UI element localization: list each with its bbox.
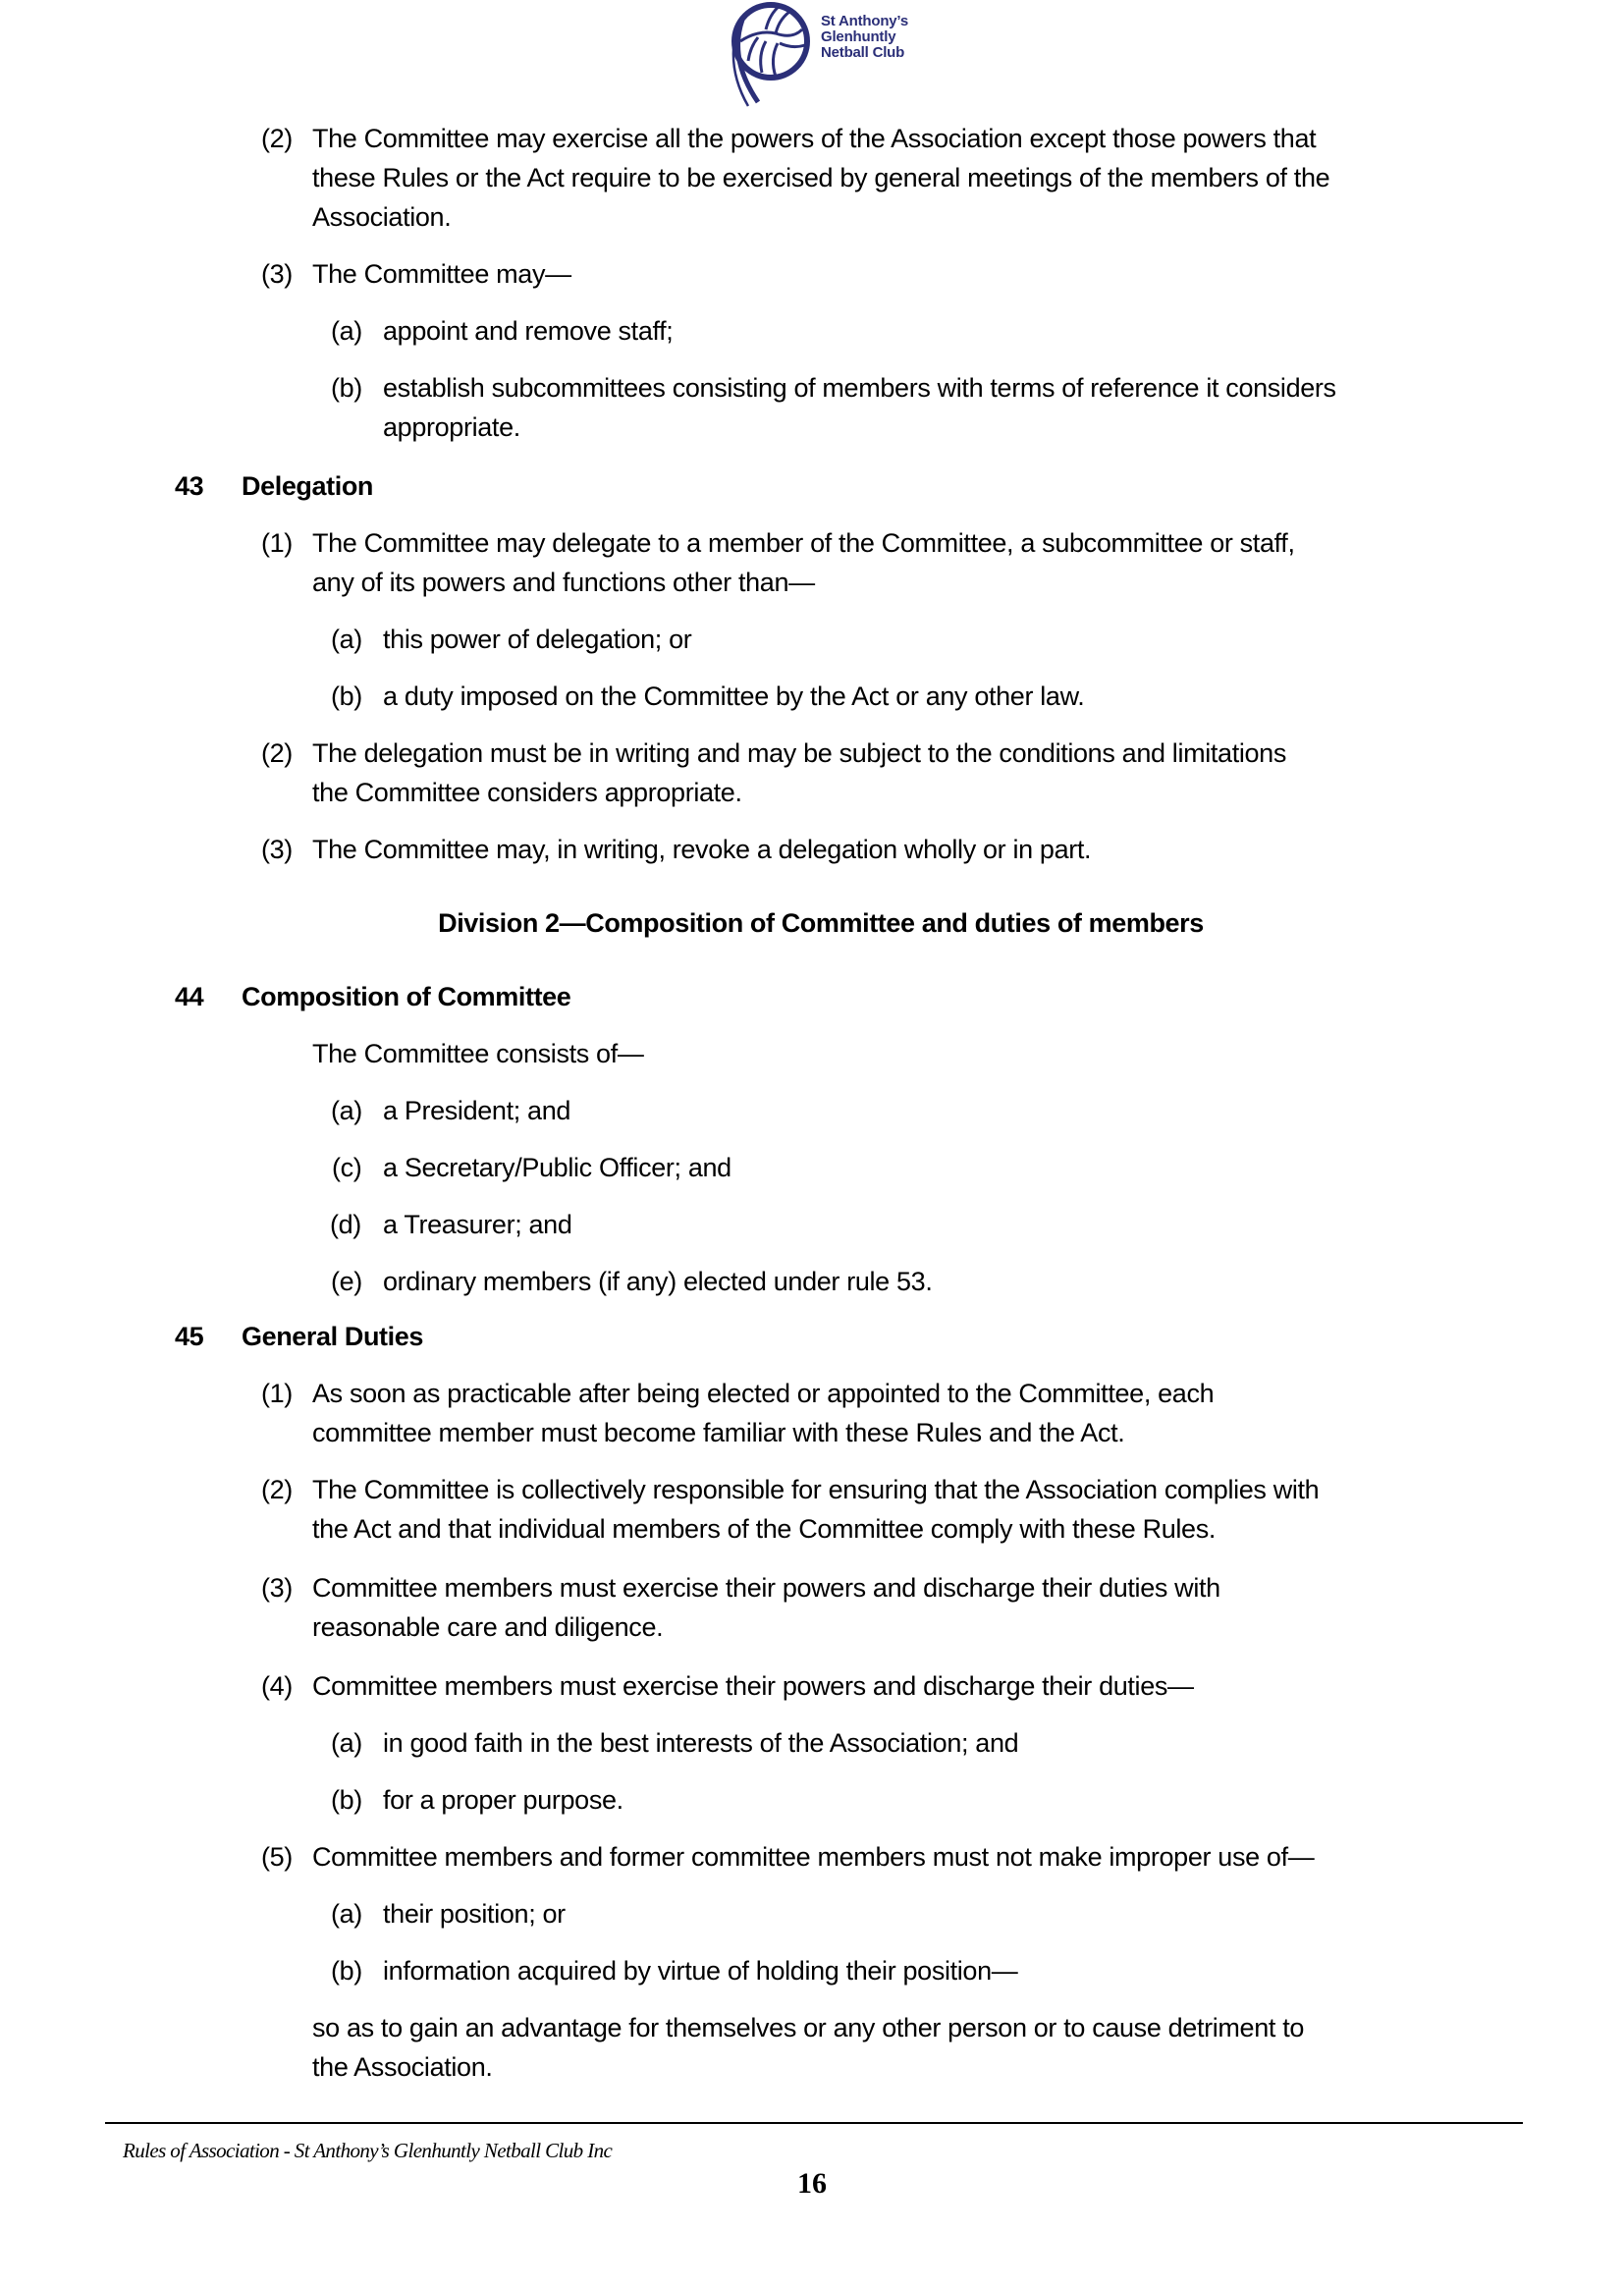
item-number: (b)	[331, 681, 362, 711]
clause-number: (4)	[261, 1671, 293, 1701]
club-name-line: Netball Club	[821, 44, 905, 61]
clause-text: committee member must become familiar with these Rules and the Act.	[312, 1418, 1125, 1447]
clause-text: Committee members and former committee members must not make improper use of—	[312, 1842, 1315, 1872]
item-text: ordinary members (if any) elected under rule 53.	[383, 1267, 933, 1296]
clause-text: Committee members must exercise their powers and discharge their duties—	[312, 1671, 1194, 1701]
clause-text: The Committee may, in writing, revoke a delegation wholly or in part.	[312, 835, 1092, 864]
item-number: (a)	[331, 1096, 362, 1125]
item-number: (a)	[331, 316, 362, 346]
clause-number: (5)	[261, 1842, 293, 1872]
clause-text: the Committee considers appropriate.	[312, 778, 742, 807]
item-text: appoint and remove staff;	[383, 316, 674, 346]
clause-number: (3)	[261, 259, 293, 289]
item-text: information acquired by virtue of holding their position—	[383, 1956, 1018, 1986]
item-number: (a)	[331, 1899, 362, 1929]
item-number: (e)	[331, 1267, 362, 1296]
clause-text: The delegation must be in writing and may be subject to the conditions and limitations	[312, 738, 1286, 768]
clause-text: The Committee consists of—	[312, 1039, 644, 1068]
item-text: a duty imposed on the Committee by the Act or any other law.	[383, 681, 1085, 711]
clause-text: Committee members must exercise their powers and discharge their duties with	[312, 1573, 1220, 1603]
item-number: (a)	[331, 1728, 362, 1758]
club-name	[821, 14, 908, 61]
section-number: 45	[175, 1322, 204, 1351]
clause-text: the Association.	[312, 2052, 493, 2082]
clause-number: (2)	[261, 1475, 293, 1504]
section-title: General Duties	[242, 1322, 423, 1351]
clause-text: The Committee may exercise all the powers of the Association except those powers that	[312, 124, 1317, 153]
clause-text: The Committee may—	[312, 259, 571, 289]
item-number: (c)	[332, 1153, 362, 1182]
clause-text: Association.	[312, 202, 452, 232]
footer-text: Rules of Association - St Anthony’s Glenhuntly Netball Club Inc	[123, 2139, 613, 2162]
item-text: a President; and	[383, 1096, 571, 1125]
club-name-line: St Anthony’s	[821, 13, 908, 29]
item-text: in good faith in the best interests of the Association; and	[383, 1728, 1019, 1758]
item-text: establish subcommittees consisting of members with terms of reference it considers	[383, 373, 1336, 403]
clause-number: (2)	[261, 124, 293, 153]
item-text: a Treasurer; and	[383, 1210, 572, 1239]
club-name-line: Glenhuntly	[821, 28, 896, 45]
item-number: (b)	[331, 373, 362, 403]
clause-text: the Act and that individual members of the Committee comply with these Rules.	[312, 1514, 1217, 1544]
item-text: a Secretary/Public Officer; and	[383, 1153, 731, 1182]
section-number: 43	[175, 471, 204, 501]
item-text: for a proper purpose.	[383, 1785, 623, 1815]
clause-text: The Committee may delegate to a member of the Committee, a subcommittee or staff,	[312, 528, 1295, 558]
item-number: (b)	[331, 1956, 362, 1986]
clause-text: As soon as practicable after being elected or appointed to the Committee, each	[312, 1379, 1215, 1408]
clause-text: these Rules or the Act require to be exercised by general meetings of the members of the	[312, 163, 1330, 192]
item-text: their position; or	[383, 1899, 566, 1929]
clause-number: (1)	[261, 528, 293, 558]
footer-divider	[105, 2122, 1523, 2124]
division-heading: Division 2—Composition of Committee and duties of members	[438, 908, 1204, 938]
clause-text: so as to gain an advantage for themselves or any other person or to cause detriment to	[312, 2013, 1305, 2042]
clause-number: (2)	[261, 738, 293, 768]
item-number: (d)	[330, 1210, 361, 1239]
item-text: this power of delegation; or	[383, 625, 692, 654]
item-number: (a)	[331, 625, 362, 654]
item-text: appropriate.	[383, 412, 520, 442]
page-number: 16	[797, 2167, 827, 2200]
clause-text: any of its powers and functions other than—	[312, 568, 815, 597]
clause-number: (1)	[261, 1379, 293, 1408]
section-title: Delegation	[242, 471, 374, 501]
section-title: Composition of Committee	[242, 982, 571, 1011]
section-number: 44	[175, 982, 204, 1011]
item-number: (b)	[331, 1785, 362, 1815]
clause-number: (3)	[261, 1573, 293, 1603]
clause-text: The Committee is collectively responsible for ensuring that the Association complies with	[312, 1475, 1320, 1504]
clause-number: (3)	[261, 835, 293, 864]
clause-text: reasonable care and diligence.	[312, 1612, 664, 1642]
